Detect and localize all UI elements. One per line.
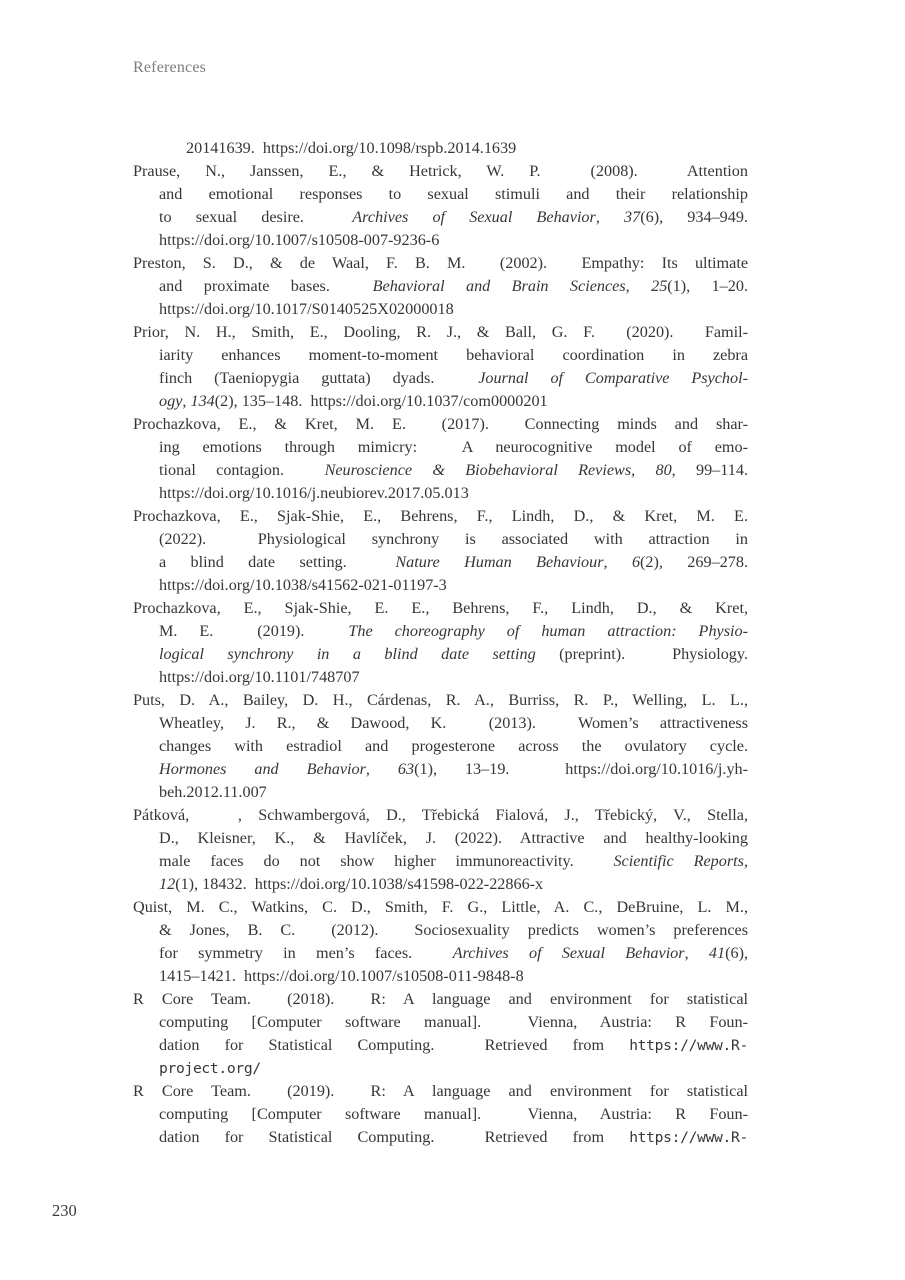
italic-text-segment: Archives of Sexual Behavior <box>452 944 685 962</box>
text-segment: Wheatley, J. R., & Dawood, K. (2013). Women’s attractiveness <box>159 714 748 732</box>
text-segment: Pátková, , Schwambergová, D., Třebická Fialová, J., Třebický, V., Stella, <box>133 806 748 824</box>
reference-line <box>133 367 748 390</box>
text-segment: (2), 135–148. https://doi.org/10.1037/com0000201 <box>214 392 548 410</box>
text-segment: , <box>743 852 748 870</box>
reference-line <box>133 482 748 505</box>
italic-text-segment: 41 <box>708 944 726 962</box>
reference-line <box>133 896 748 919</box>
reference-line <box>133 1080 748 1103</box>
italic-text-segment: 6 <box>631 553 641 571</box>
reference-line <box>133 137 748 160</box>
reference-line <box>133 344 748 367</box>
reference-line <box>133 850 748 873</box>
reference-line <box>133 689 748 712</box>
italic-text-segment: Hormones and Behavior <box>159 760 366 778</box>
text-segment: https://doi.org/10.1017/S0140525X02000018 <box>159 300 454 318</box>
italic-text-segment: 12 <box>159 875 176 893</box>
reference-line <box>133 804 748 827</box>
text-segment: tional contagion. <box>159 461 325 479</box>
reference-line <box>133 390 748 413</box>
italic-text-segment: Scientific Reports <box>613 852 744 870</box>
italic-text-segment: 37 <box>624 208 641 226</box>
text-segment: https://doi.org/10.1007/s10508-007-9236-6 <box>159 231 440 249</box>
text-segment: (1), 18432. https://doi.org/10.1038/s41598-022-22866-x <box>175 875 544 893</box>
text-segment: (preprint). Physiology. <box>535 645 748 663</box>
reference-line <box>133 551 748 574</box>
text-segment: 20141639. https://doi.org/10.1098/rspb.2014.1639 <box>186 139 517 157</box>
text-segment: computing [Computer software manual]. Vienna, Austria: R Foun- <box>159 1105 748 1123</box>
reference-line <box>133 229 748 252</box>
reference-line <box>133 252 748 275</box>
italic-text-segment: Behavioral and Brain Sciences <box>372 277 626 295</box>
reference-line <box>133 873 748 896</box>
reference-line <box>133 321 748 344</box>
italic-text-segment: 25 <box>651 277 668 295</box>
reference-line <box>133 781 748 804</box>
reference-line <box>133 298 748 321</box>
reference-line <box>133 574 748 597</box>
text-segment: for symmetry in men’s faces. <box>159 944 453 962</box>
text-segment: (6), 934–949. <box>640 208 748 226</box>
text-segment: Preston, S. D., & de Waal, F. B. M. (2002). Empathy: Its ultimate <box>133 254 748 272</box>
monospace-url-segment: project.org/ <box>159 1060 261 1077</box>
text-segment: , <box>684 944 709 962</box>
reference-line <box>133 183 748 206</box>
text-segment: D., Kleisner, K., & Havlíček, J. (2022). Attractive and healthy-looking <box>159 829 748 847</box>
page-number: 230 <box>52 1201 77 1220</box>
text-segment: https://doi.org/10.1038/s41562-021-01197-3 <box>159 576 447 594</box>
text-segment: dation for Statistical Computing. Retrieved from <box>159 1036 630 1054</box>
text-segment: ing emotions through mimicry: A neurocognitive model of emo- <box>159 438 748 456</box>
reference-line <box>133 1057 748 1080</box>
reference-line <box>133 942 748 965</box>
reference-line <box>133 1103 748 1126</box>
text-segment: Prochazkova, E., Sjak-Shie, E., Behrens, F., Lindh, D., & Kret, M. E. <box>133 507 748 525</box>
text-segment: R Core Team. (2019). R: A language and environment for statistical <box>133 1082 748 1100</box>
text-segment: (1), 13–19. https://doi.org/10.1016/j.yh- <box>414 760 748 778</box>
reference-line <box>133 758 748 781</box>
text-segment: beh.2012.11.007 <box>159 783 267 801</box>
text-segment: finch (Taeniopygia guttata) dyads. <box>159 369 479 387</box>
text-segment: , <box>631 461 656 479</box>
reference-line <box>133 1011 748 1034</box>
text-segment: https://doi.org/10.1016/j.neubiorev.2017.05.013 <box>159 484 469 502</box>
text-segment: , <box>603 553 632 571</box>
italic-text-segment: Journal of Comparative Psychol- <box>478 369 748 387</box>
running-header: References <box>133 59 207 76</box>
text-segment: (2), 269–278. <box>640 553 748 571</box>
reference-line <box>133 620 748 643</box>
text-segment: to sexual desire. <box>159 208 353 226</box>
text-segment: Puts, D. A., Bailey, D. H., Cárdenas, R. A., Burriss, R. P., Welling, L. L., <box>133 691 748 709</box>
text-segment: changes with estradiol and progesterone across the ovulatory cycle. <box>159 737 748 755</box>
text-segment: 1415–1421. https://doi.org/10.1007/s10508-011-9848-8 <box>159 967 524 985</box>
reference-line <box>133 459 748 482</box>
reference-line <box>133 1034 748 1057</box>
text-segment: & Jones, B. C. (2012). Sociosexuality predicts women’s preferences <box>159 921 748 939</box>
italic-text-segment: 63 <box>397 760 415 778</box>
italic-text-segment: The choreography of human attraction: Physio- <box>348 622 748 640</box>
text-segment: a blind date setting. <box>159 553 396 571</box>
reference-line <box>133 965 748 988</box>
text-segment: and emotional responses to sexual stimuli and their relationship <box>159 185 748 203</box>
italic-text-segment: 80 <box>655 461 672 479</box>
text-segment: , 99–114. <box>671 461 748 479</box>
text-segment: , <box>365 760 398 778</box>
reference-line <box>133 1126 748 1149</box>
reference-line <box>133 643 748 666</box>
reference-line <box>133 206 748 229</box>
reference-line <box>133 712 748 735</box>
text-segment: male faces do not show higher immunoreactivity. <box>159 852 614 870</box>
text-segment: M. E. (2019). <box>159 622 349 640</box>
text-segment: R Core Team. (2018). R: A language and environment for statistical <box>133 990 748 1008</box>
reference-line <box>133 413 748 436</box>
text-segment: , <box>595 208 625 226</box>
reference-line <box>133 666 748 689</box>
text-segment: iarity enhances moment-to-moment behavioral coordination in zebra <box>159 346 748 364</box>
text-segment: (1), 1–20. <box>667 277 748 295</box>
reference-line <box>133 275 748 298</box>
italic-text-segment: Nature Human Behaviour <box>395 553 604 571</box>
italic-text-segment: logical synchrony in a blind date setting <box>159 645 536 663</box>
reference-line <box>133 505 748 528</box>
text-segment: Prochazkova, E., & Kret, M. E. (2017). Connecting minds and shar- <box>133 415 748 433</box>
reference-line <box>133 436 748 459</box>
reference-line <box>133 528 748 551</box>
text-segment: (2022). Physiological synchrony is associated with attraction in <box>159 530 748 548</box>
text-segment: dation for Statistical Computing. Retrieved from <box>159 1128 630 1146</box>
text-segment: , <box>182 392 191 410</box>
text-segment: computing [Computer software manual]. Vienna, Austria: R Foun- <box>159 1013 748 1031</box>
text-segment: Prior, N. H., Smith, E., Dooling, R. J., & Ball, G. F. (2020). Famil- <box>133 323 748 341</box>
italic-text-segment: Neuroscience & Biobehavioral Reviews <box>324 461 632 479</box>
reference-line <box>133 827 748 850</box>
text-segment: Prause, N., Janssen, E., & Hetrick, W. P. (2008). Attention <box>133 162 748 180</box>
reference-line <box>133 919 748 942</box>
text-segment: and proximate bases. <box>159 277 373 295</box>
text-segment: Quist, M. C., Watkins, C. D., Smith, F. G., Little, A. C., DeBruine, L. M., <box>133 898 748 916</box>
italic-text-segment: Archives of Sexual Behavior <box>352 208 596 226</box>
text-segment: Prochazkova, E., Sjak-Shie, E. E., Behrens, F., Lindh, D., & Kret, <box>133 599 748 617</box>
text-segment: https://doi.org/10.1101/748707 <box>159 668 360 686</box>
reference-line <box>133 160 748 183</box>
monospace-url-segment: https://www.R- <box>629 1037 748 1054</box>
reference-line <box>133 988 748 1011</box>
italic-text-segment: ogy <box>159 392 183 410</box>
reference-line <box>133 735 748 758</box>
references-list <box>133 137 748 1149</box>
italic-text-segment: 134 <box>190 392 215 410</box>
monospace-url-segment: https://www.R- <box>629 1129 748 1146</box>
text-segment: , <box>625 277 652 295</box>
text-segment: (6), <box>725 944 748 962</box>
reference-line <box>133 597 748 620</box>
